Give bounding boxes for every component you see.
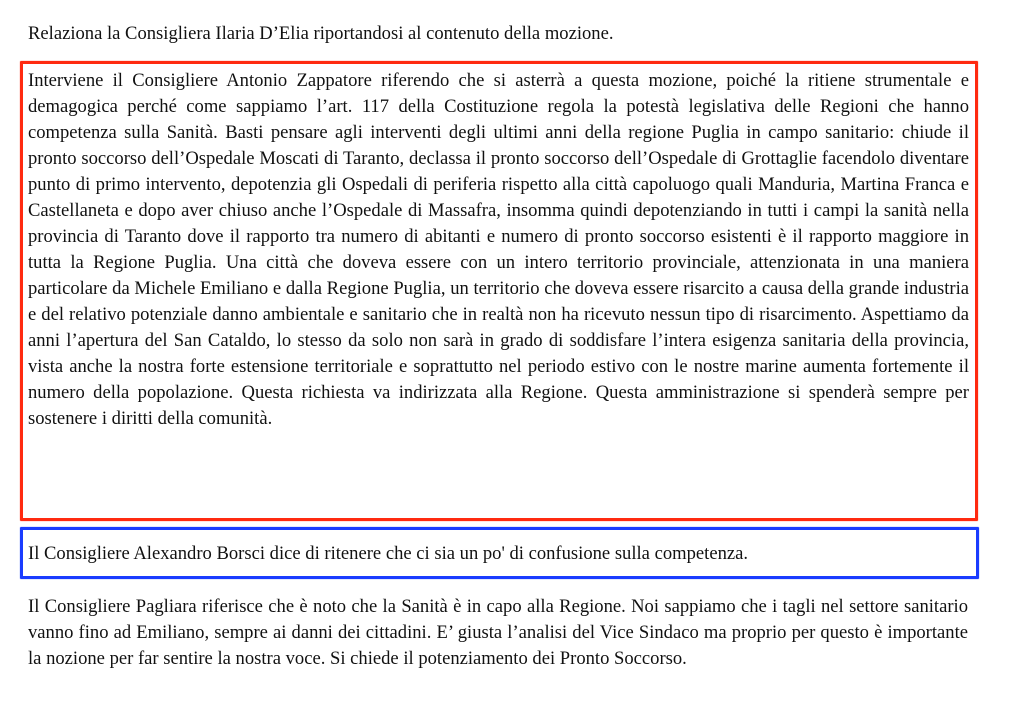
paragraph-intro-dielia: Relaziona la Consigliera Ilaria D’Elia riportandosi al contenuto della mozione. bbox=[28, 23, 614, 44]
paragraph-zappatore-intervention: Interviene il Consigliere Antonio Zappatore riferendo che si asterrà a questa mozione, poiché la ritiene strumentale e demagogica perché come sappiamo l’art. 117 della Costituzione regola la potestà legislativa delle Regioni che hanno competenza sulla Sanità. Basti pensare agli interventi degli ultimi anni della regione Puglia in campo sanitario: chiude il pronto soccorso dell’Ospedale Moscati di Taranto, declassa il pronto soccorso dell’Ospedale di Grottaglie facendolo diventare punto di primo intervento, depotenzia gli Ospedali di periferia rispetto alla città capoluogo quali Manduria, Martina Franca e Castellaneta e dopo aver chiuso anche l’Ospedale di Massafra, insomma quindi depotenziando in tutti i campi la sanità nella provincia di Taranto dove il rapporto tra numero di abitanti e numero di pronto soccorso esistenti è il rapporto maggiore in tutta la Regione Puglia. Una città che doveva essere con un intero territorio provinciale, attenzionata in una maniera particolare da Michele Emiliano e dalla Regione Puglia, un territorio che doveva essere risarcito a causa della grande industria e del relativo potenziale danno ambientale e sanitario che in realtà non ha ricevuto nessun tipo di risarcimento. Aspettiamo da anni l’apertura del San Cataldo, lo stesso da solo non sarà in grado di soddisfare l’intera esigenza sanitaria della provincia, vista anche la nostra forte estensione territoriale e soprattutto nel periodo estivo con le nostre marine aumenta fortemente il numero della popolazione. Questa richiesta va indirizzata alla Regione. Questa amministrazione si spenderà sempre per sostenere i diritti della comunità. bbox=[28, 70, 969, 429]
paragraph-pagliara-intervention: Il Consigliere Pagliara riferisce che è noto che la Sanità è in capo alla Regione. Noi sappiamo che i tagli nel settore sanitario vanno fino ad Emiliano, sempre ai danni dei cittadini. E’ giusta l’analisi del Vice Sindaco ma proprio per questo è importante la nozione per far sentire la nostra voce. Si chiede il potenziamento dei Pronto Soccorso. bbox=[28, 596, 968, 669]
paragraph-borsci-intervention: Il Consigliere Alexandro Borsci dice di ritenere che ci sia un po' di confusione sulla competenza. bbox=[28, 543, 749, 564]
